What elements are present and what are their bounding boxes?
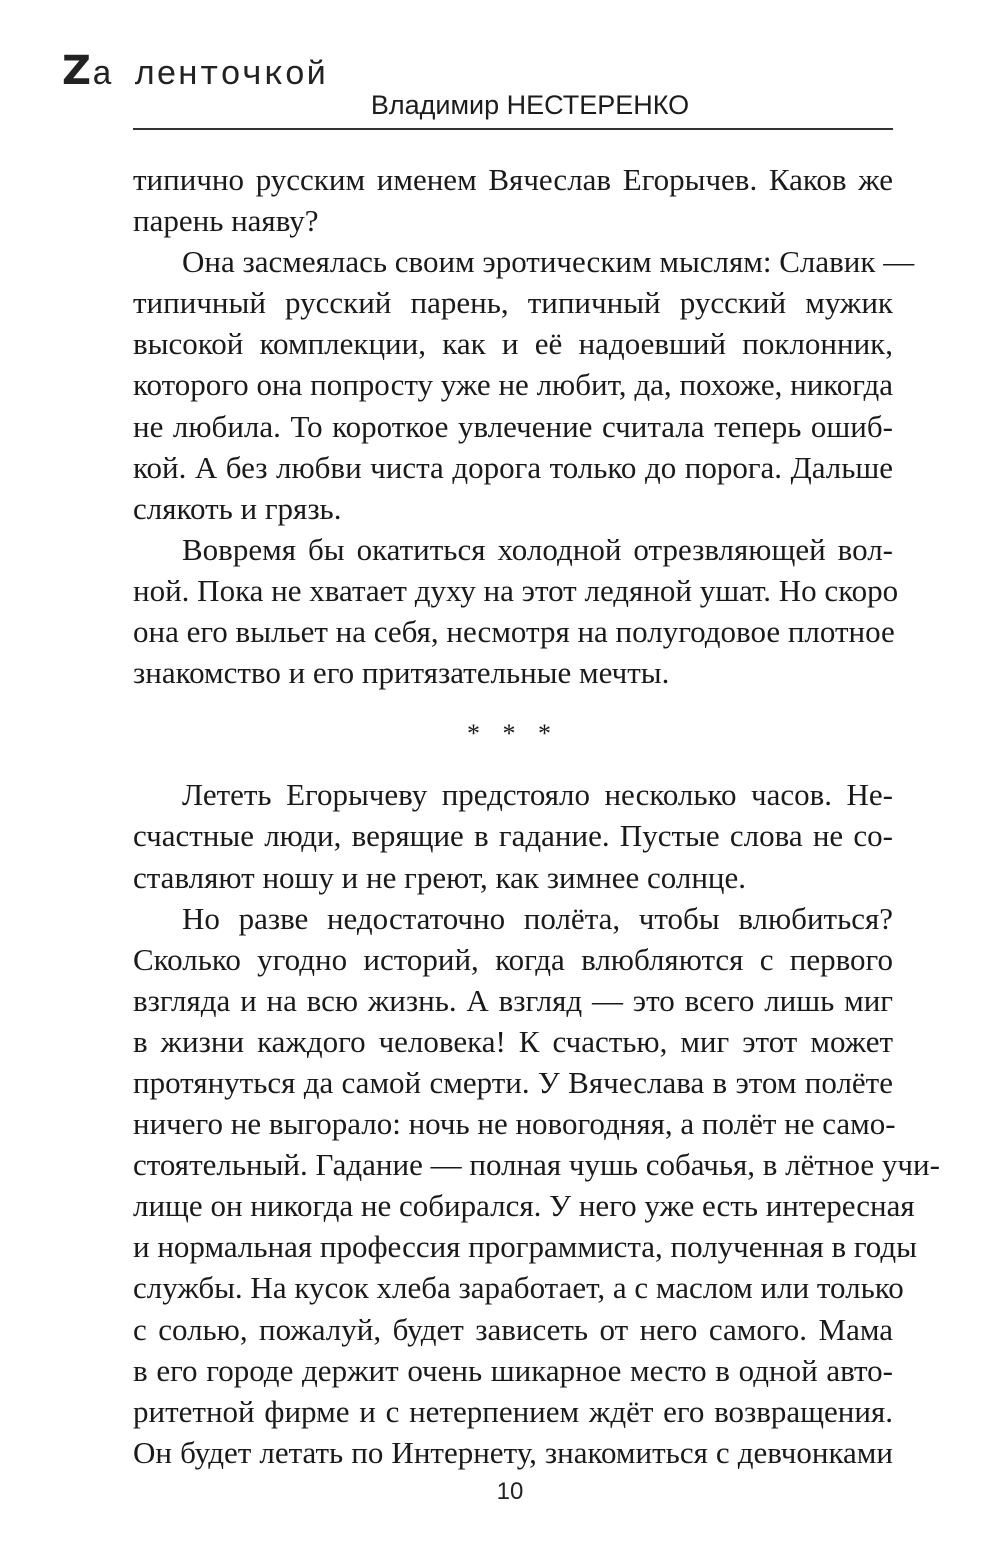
text-line: Он будет летать по Интернету, знакомиться с девчонками [133,1434,893,1470]
text-line: Вовремя бы окатиться холодной отрезвляющей вол- [182,531,893,567]
series-title [62,48,327,95]
text-line: типичный русский парень, типичный русский мужик [133,285,893,321]
text-line: взгляда и на всю жизнь. А взгляд — это всего лишь миг [133,982,893,1018]
header-divider [133,128,893,130]
text-line: типично русским именем Вячеслав Егорычев. Каков же [133,162,893,197]
section-break: * * * [467,719,559,749]
text-line: кой. А без любви чиста дорога только до порога. Дальше [133,449,893,485]
text-line: службы. На кусок хлеба заработает, а с маслом или только [133,1270,904,1306]
text-line: ставляют ношу и не греют, как зимнее солнце. [133,859,747,895]
text-line: протянуться да самой смерти. У Вячеслава в этом полёте [133,1064,893,1100]
text-line: в его городе держит очень шикарное место в одной авто- [133,1352,893,1388]
text-line: Сколько угодно историй, когда влюбляются с первого [133,941,893,977]
text-line: слякоть и грязь. [133,490,342,526]
text-line: и нормальная профессия программиста, полученная в годы [133,1229,918,1265]
text-line: стоятельный. Гадание — полная чушь собачья, в лётное учи- [133,1147,940,1183]
body-text [133,159,940,1473]
page-number: 10 [496,1478,524,1505]
series-title-rest: а ленточкой [92,57,328,95]
text-line: парень наяву? [133,203,319,239]
text-line: высокой комплекции, как и её надоевший поклонник, [133,326,893,362]
text-line: ной. Пока не хватает духу на этот ледяной ушат. Но скоро [133,572,899,608]
text-line: она его выльет на себя, несмотря на полугодовое плотное [133,614,895,650]
text-line: Лететь Егорычеву предстояло несколько часов. Не- [182,777,893,813]
text-line: Но разве недостаточно полёта, чтобы влюбиться? [182,900,893,936]
text-line: в жизни каждого человека! К счастью, миг этот может [133,1023,893,1059]
text-line: ничего не выгорало: ночь не новогодняя, а полёт не само- [133,1106,896,1142]
text-line: ритетной фирме и с нетерпением ждёт его возвращения. [133,1393,893,1429]
text-line: знакомство и его притязательные мечты. [133,655,670,691]
text-line: с солью, пожалуй, будет зависеть от него самого. Мама [133,1311,893,1347]
text-line: счастные люди, верящие в гадание. Пустые слова не со- [133,818,893,854]
author-name: Владимир НЕСТЕРЕНКО [370,90,690,120]
series-title-initial: Z [62,48,93,94]
text-line: которого она попросту уже не любит, да, похоже, никогда [133,367,893,403]
text-line: лище он никогда не собирался. У него уже есть интересная [133,1188,915,1224]
text-line: не любила. То короткое увлечение считала теперь ошиб- [133,408,893,444]
text-line: Она засмеялась своим эротическим мыслям: Славик — [182,244,915,280]
